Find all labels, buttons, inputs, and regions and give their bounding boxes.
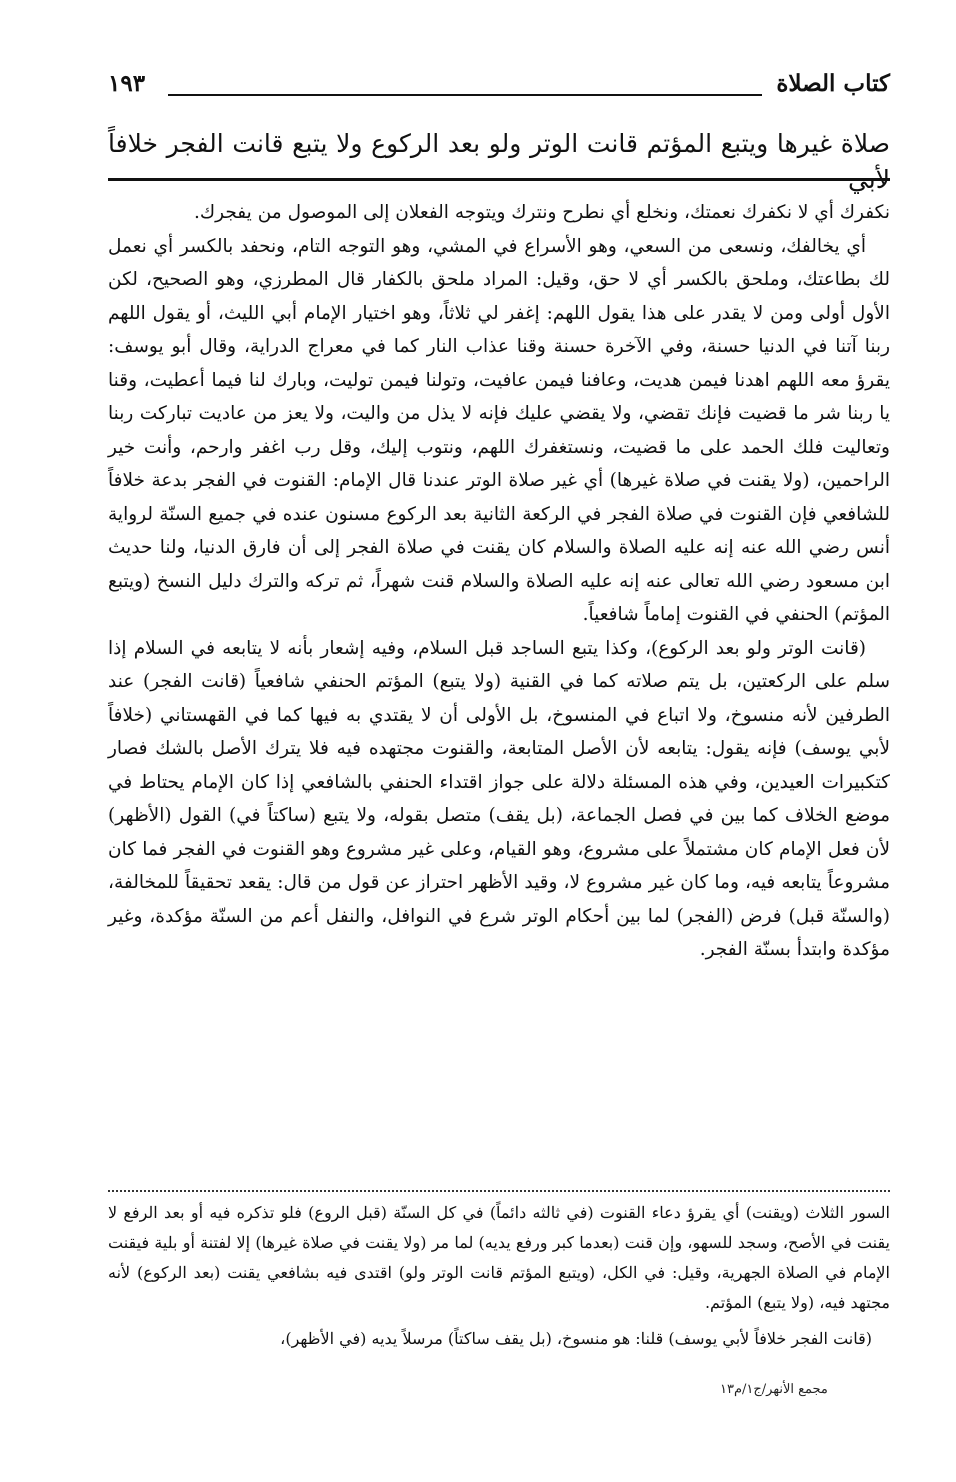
commentary-paragraph: أي يخالفك، ونسعى من السعي، وهو الأسراع في المشي، وهو التوجه التام، ونحفد بالكسر أي نعمل لك بطاعتك، وملحق بالكسر أي لا حق، وقيل: المراد ملحق بالكفار قال المطرزي، وهو الصحيح، لكن الأول أولى ومن لا يقدر على هذا يقول اللهم: إغفر لي ثلاثاً، وهو اختيار الإمام أبي الليث، أو يقول اللهم ربنا آتنا في الدنيا حسنة، وفي الآخرة حسنة وقنا عذاب النار كما في معراج الدراية، وقال أبو يوسف: يقرؤ معه اللهم اهدنا فيمن هديت، وعافنا فيمن عافيت، وتولنا فيمن توليت، وبارك لنا فيما أعطيت، وقنا يا ربنا شر ما قضيت فإنك تقضي، ولا يقضي عليك فإنه لا يذل من واليت، ولا يعز من عاديت تباركت ربنا وتعاليت فلك الحمد على ما قضيت، ونستغفرك اللهم، ونتوب إليك، وقل رب اغفر وارحم، وأنت خير الراحمين، (ولا يقنت في صلاة غيرها) أي غير صلاة الوتر عندنا قال الإمام: القنوت في الفجر بدعة خلافاً للشافعي فإن القنوت في صلاة الفجر في الركعة الثانية بعد الركوع مسنون عنده في جميع السنّة لرواية أنس رضي الله عنه إنه عليه الصلاة والسلام كان يقنت في صلاة الفجر إلى أن فارق الدنيا، ولنا حديث ابن مسعود رضي الله تعالى عنه إنه عليه الصلاة والسلام قنت شهراً، ثم تركه والترك دليل النسخ (ويتبع المؤتم) الحنفي في القنوت إماماً شافعياً. [108, 235, 890, 625]
page-header [108, 68, 890, 114]
footnote-paragraph: السور الثلاث (ويقنت) أي يقرؤ دعاء القنوت (في ثالثه دائماً) في كل السنّة (قبل الروع) فلو تذكره فيه أو بعد الرفع لا يقنت في الأصح، وسجد للسهو، وإن قنت (بعدما كبر ورفع يديه) لما مر (ولا يقنت في صلاة غيرها) إلا لفتنة أو بلية فيقنت الإمام في الصلاة الجهرية، وقيل: في الكل، (ويتبع المؤتم قانت الوتر ولو) اقتدى فيه بشافعي يقنت (بعد الركوع) لأنه مجتهد فيه، (ولا يتبع) المؤتم. [108, 1203, 890, 1312]
matn-text: صلاة غيرها ويتبع المؤتم قانت الوتر ولو بعد الركوع ولا يتبع قانت الفجر خلافاً لأبي [108, 129, 890, 194]
commentary-paragraph: نكفرك أي لا نكفرك نعمتك، ونخلع أي نطرح ونترك ويتوجه الفعلان إلى الموصول من يفجرك. [194, 202, 890, 223]
source-reference: مجمع الأنهر/ج١/م١٣ [720, 1382, 828, 1397]
footnote-section [108, 1198, 890, 1354]
footnote-divider [108, 1190, 890, 1192]
header-rule [168, 94, 762, 96]
footnote-paragraph: (قانت الفجر خلافاً لأبي يوسف) قلنا: هو منسوخ، (بل يقف ساكتاً) مرسلاً يديه (في الأظهر)، [280, 1329, 872, 1348]
book-page [108, 68, 890, 1448]
page-number: ١٩٣ [108, 70, 146, 97]
chapter-title: كتاب الصلاة [776, 70, 890, 97]
commentary-paragraph: (قانت الوتر ولو بعد الركوع)، وكذا يتبع الساجد قبل السلام، وفيه إشعار بأنه لا يتابعه في السلام إذا سلم على الركعتين، بل يتم صلاته كما في القنية (ولا يتبع) المؤتم الحنفي شافعياً (قانت الفجر) عند الطرفين لأنه منسوخ، ولا اتباع في المنسوخ، بل الأولى أن لا يقتدي به فيها كما في القهستاني (خلافاً لأبي يوسف) فإنه يقول: يتابعه لأن الأصل المتابعة، والقنوت مجتهده فيه فلا يترك الأصل بالشك فصار كتكبيرات العيدين، وفي هذه المسئلة دلالة على جواز اقتداء الحنفي بالشافعي إذا كان الإمام يحتاط في موضع الخلاف كما بين في فصل الجماعة، (بل يقف) متصل بقوله، ولا يتبع (ساكتاً في) القول (الأظهر) لأن فعل الإمام كان مشتملاً على مشروع، وهو القيام، وعلى غير مشروع وهو القنوت في الفجر فما كان مشروعاً يتابعه فيه، وما كان غير مشروع لا، وقيد الأظهر احتراز عن قول من قال: يقعد تحقيقاً للمخالفة، (والسنّة قبل) فرض (الفجر) لما بين أحكام الوتر شرع في النوافل، والنفل أعم من السنّة مؤكدة، وغير مؤكدة وابتدأ بسنّة الفجر. [108, 637, 890, 960]
commentary-body [108, 196, 890, 967]
matn-divider [108, 178, 890, 181]
